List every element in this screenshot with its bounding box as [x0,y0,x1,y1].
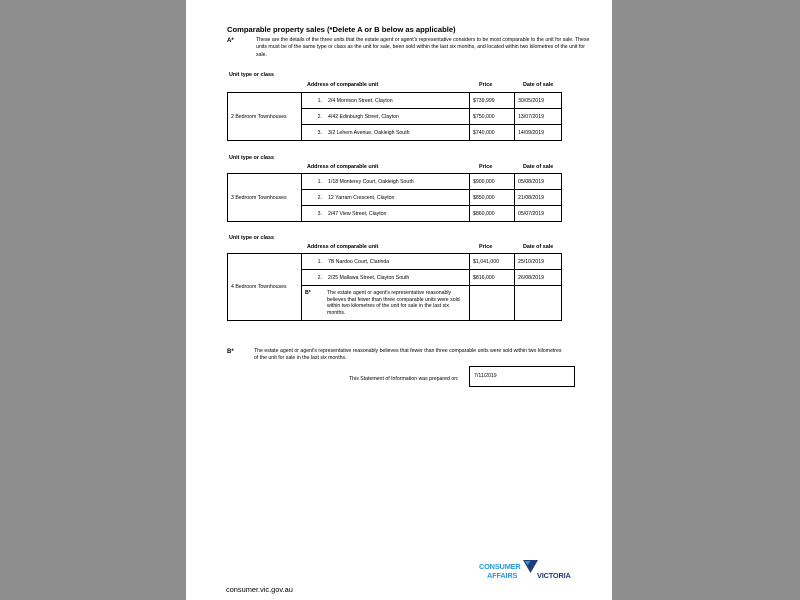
address-header: Address of comparable unit [307,164,379,170]
row-number: 2. [317,113,322,120]
row-number: 1. [317,178,322,185]
address-cell [302,270,470,286]
price-header: Price [479,244,493,250]
b-note-text: The estate agent or agent's representative reasonably believes that fewer than three comparable units were sold within two kilometres of the unit for sale in the last six months. [327,290,460,316]
comparable-sales-table [227,92,562,141]
address-text: 2/47 View Street, Clayton [328,210,387,217]
logo-line-1: CONSUMER [479,562,521,571]
price-cell: $860,000 [470,206,515,222]
date-cell: 05/07/2019 [515,206,562,222]
logo-line-3: VICTORIA [537,571,571,580]
date-header: Date of sale [523,164,554,170]
address-text: 2/4 Morrison Street, Clayton [328,97,393,104]
row-number: 2. [317,194,322,201]
logo-line-2: AFFAIRS [487,571,518,580]
address-text: 1/18 Monterey Court, Oakleigh South [328,178,414,185]
page-title: Comparable property sales (*Delete A or B below as applicable) [227,25,456,34]
address-header: Address of comparable unit [307,244,379,250]
date-cell: 30/05/2019 [515,93,562,109]
table-row [228,254,562,270]
date-cell: 05/08/2019 [515,174,562,190]
price-cell: $816,000 [470,270,515,286]
date-cell: 14/09/2019 [515,125,562,141]
price-cell: $1,041,000 [470,254,515,270]
unit-type-header: Unit type or class [229,235,274,241]
price-cell: $900,000 [470,174,515,190]
address-text: 2/25 Mallawa Street, Clayton South [328,274,410,281]
price-header: Price [479,82,493,88]
row-number: 1. [317,258,322,265]
section-b-marker: B* [227,349,234,355]
table-row [228,93,562,109]
statement-label: This Statement of Information was prepared on: [349,376,459,382]
price-cell: $740,000 [470,125,515,141]
address-cell [302,174,470,190]
address-text: 12 Yarram Crescent, Clayton [328,194,395,201]
date-cell: 13/07/2019 [515,109,562,125]
row-number: 1. [317,97,322,104]
section-b-text: The estate agent or agent's representative reasonably believes that fewer than three comparable units were sold within two kilometres of the unit for sale in the last six months. [254,348,562,362]
footer-url: consumer.vic.gov.au [226,585,293,594]
unit-type-cell: 3 Bedroom Townhouses [228,174,302,222]
price-cell: $750,000 [470,109,515,125]
date-cell: 26/08/2019 [515,270,562,286]
section-a-marker: A* [227,38,234,44]
row-number: 3. [317,210,322,217]
price-header: Price [479,164,493,170]
address-header: Address of comparable unit [307,82,379,88]
comparable-sales-table [227,173,562,222]
unit-type-cell: 2 Bedroom Townhouses [228,93,302,141]
date-header: Date of sale [523,244,554,250]
row-number: 2. [317,274,322,281]
address-cell [302,254,470,270]
b-note-marker: B* [305,290,311,296]
address-text: 7B Nardoo Court, Clarinda [328,258,390,265]
date-header: Date of sale [523,82,554,88]
unit-type-header: Unit type or class [229,72,274,78]
row-number: 3. [317,129,322,136]
table-row [228,174,562,190]
comparable-sales-table [227,253,562,321]
statement-date-box [469,366,575,387]
consumer-affairs-victoria-logo [479,560,579,584]
section-a-text: These are the details of the three units that the estate agent or agent's representative considers to be most comparable to the unit for sale. These units must be of the same type or class as the unit for sale, been sold within the last six months, and located within two kilometres of the unit for sale. [256,37,590,58]
price-cell: $739,999 [470,93,515,109]
address-cell [302,125,470,141]
address-text: 3/2 Lehem Avenue, Oakleigh South [328,129,410,136]
price-cell [470,286,515,321]
document-page [186,0,612,600]
date-cell: 25/10/2019 [515,254,562,270]
date-cell: 21/08/2019 [515,190,562,206]
address-cell [302,93,470,109]
victoria-triangle-icon [523,560,538,573]
price-cell: $850,000 [470,190,515,206]
b-note-cell [302,286,470,321]
unit-type-cell: 4 Bedroom Townhouses [228,254,302,321]
date-cell [515,286,562,321]
address-cell [302,206,470,222]
unit-type-header: Unit type or class [229,155,274,161]
address-cell [302,109,470,125]
address-cell [302,190,470,206]
statement-date: 7/11/2019 [474,373,497,379]
address-text: 4/42 Edinburgh Street, Clayton [328,113,399,120]
